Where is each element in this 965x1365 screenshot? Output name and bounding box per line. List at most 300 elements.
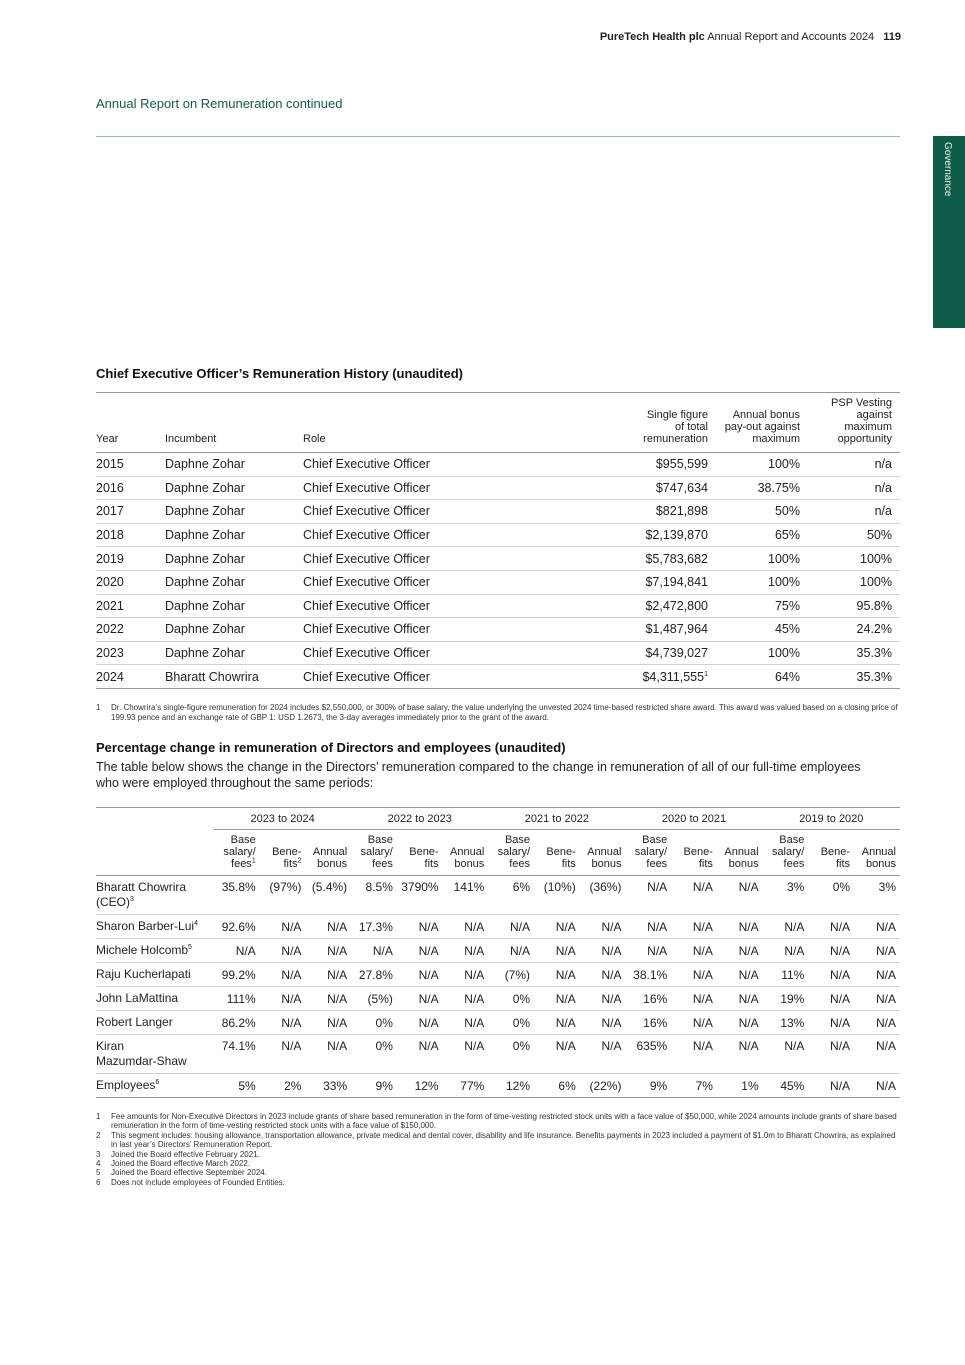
incumbent-cell-value: Daphne Zohar <box>165 528 245 543</box>
company-name: PureTech Health plc <box>599 31 705 43</box>
annual-bonus-cell <box>716 665 808 689</box>
pct-change-cell: (36%) <box>580 876 626 915</box>
pct-change-cell: 86.2% <box>214 1011 260 1035</box>
annual-bonus-cell-value: 100% <box>768 575 800 590</box>
annual-bonus-cell <box>716 523 808 547</box>
pct-change-cell: N/A <box>443 963 489 987</box>
pct-change-cell: N/A <box>260 1011 306 1035</box>
ceo-history-row <box>96 641 900 665</box>
pct-change-cell: 635% <box>625 1035 671 1074</box>
footnote-ref: 1 <box>251 857 256 865</box>
year-cell <box>96 453 165 477</box>
col-incumbent: Incumbent <box>165 433 217 445</box>
director-name-cell <box>96 876 214 915</box>
psp-vesting-cell <box>808 500 900 524</box>
pct-change-title: Percentage change in remuneration of Directors and employees (unaudited) <box>96 740 566 755</box>
footnote <box>96 1178 902 1187</box>
director-name: Michele Holcomb <box>96 943 189 957</box>
ceo-history-row <box>96 665 900 689</box>
pct-change-cell: N/A <box>625 939 671 963</box>
ceo-history-table <box>96 392 900 689</box>
page-number: 119 <box>883 31 901 43</box>
pct-change-cell: N/A <box>488 915 534 939</box>
pct-change-cell: N/A <box>214 939 260 963</box>
year-cell-value: 2021 <box>96 598 124 613</box>
single-figure-cell-value: $5,783,682 <box>645 551 708 566</box>
single-figure-cell-value: $747,634 <box>655 480 708 495</box>
col-role: Role <box>303 433 326 445</box>
psp-vesting-cell-value: 35.3% <box>856 669 892 684</box>
pct-change-cell: 0% <box>808 876 854 915</box>
ceo-history-row <box>96 476 900 500</box>
footnote-number: 2 <box>96 1130 101 1140</box>
metric-header-text: Bene- fits <box>820 846 851 870</box>
single-figure-cell-value: $1,487,964 <box>645 622 708 637</box>
pct-change-cell: N/A <box>397 987 443 1011</box>
pct-change-cell: N/A <box>808 987 854 1011</box>
director-row <box>96 1011 900 1035</box>
pct-change-cell: N/A <box>397 915 443 939</box>
pct-change-cell: 33% <box>305 1074 351 1098</box>
pct-change-cell: N/A <box>534 1035 580 1074</box>
incumbent-cell-value: Daphne Zohar <box>165 457 245 472</box>
annual-bonus-cell <box>716 453 808 477</box>
metric-header <box>488 830 534 876</box>
incumbent-cell <box>165 641 303 665</box>
metric-header <box>351 830 397 876</box>
pct-change-cell: 0% <box>488 1011 534 1035</box>
pct-change-cell: 38.1% <box>625 963 671 987</box>
director-name: Bharatt Chowrira (CEO) <box>96 880 187 909</box>
metric-header <box>260 830 306 876</box>
director-name: Sharon Barber-Lui <box>96 919 195 933</box>
psp-vesting-cell-value: 100% <box>860 575 892 590</box>
incumbent-cell <box>165 523 303 547</box>
incumbent-cell-value: Daphne Zohar <box>165 598 245 613</box>
year-cell-value: 2023 <box>96 646 124 661</box>
director-row <box>96 1035 900 1074</box>
pct-change-cell: N/A <box>534 987 580 1011</box>
incumbent-cell-value: Daphne Zohar <box>165 504 245 519</box>
pct-change-cell: N/A <box>305 963 351 987</box>
role-cell <box>303 453 603 477</box>
pct-change-cell: N/A <box>260 987 306 1011</box>
pct-change-cell: N/A <box>671 1035 717 1074</box>
single-figure-cell-value: $7,194,841 <box>645 575 708 590</box>
role-cell <box>303 641 603 665</box>
pct-change-cell: N/A <box>808 939 854 963</box>
pct-change-cell: N/A <box>671 915 717 939</box>
director-name-cell <box>96 1011 214 1035</box>
col-year: Year <box>96 433 119 445</box>
pct-change-cell: 77% <box>443 1074 489 1098</box>
incumbent-cell <box>165 476 303 500</box>
pct-change-cell: N/A <box>854 1035 900 1074</box>
pct-change-cell: N/A <box>808 1011 854 1035</box>
year-cell <box>96 500 165 524</box>
footnote-ref: 3 <box>130 896 134 903</box>
psp-vesting-cell-value: n/a <box>874 504 892 519</box>
pct-change-cell: N/A <box>671 876 717 915</box>
director-row <box>96 915 900 939</box>
annual-bonus-cell <box>716 618 808 642</box>
pct-change-cell: 11% <box>763 963 809 987</box>
blank-header <box>96 808 214 830</box>
pct-change-cell: N/A <box>671 987 717 1011</box>
pct-change-cell: 1% <box>717 1074 763 1098</box>
footnote-text: Dr. Chowrira’s single-figure remuneration for 2024 includes $2,550,000, or 300% of base salary, the value underlying the unvested 2024 time-based restricted share award. This award was valued based on a closing price of 199.93 pence and an exchange rate of GBP 1: USD 1.2673, the 3-day averages immediately prior to the grant of the award. <box>111 703 898 722</box>
annual-bonus-cell <box>716 476 808 500</box>
pct-change-cell: 3790% <box>397 876 443 915</box>
pct-change-cell: N/A <box>763 1035 809 1074</box>
annual-bonus-cell-value: 50% <box>774 504 800 519</box>
director-name-cell <box>96 915 214 939</box>
annual-bonus-cell-value: 75% <box>774 598 800 613</box>
year-cell <box>96 547 165 571</box>
ceo-history-header-row <box>96 393 900 453</box>
pct-change-cell: N/A <box>580 939 626 963</box>
footnote-text: Joined the Board effective September 2024. <box>111 1168 267 1178</box>
pct-change-cell: (97%) <box>260 876 306 915</box>
metric-header <box>671 830 717 876</box>
role-cell <box>303 500 603 524</box>
pct-change-cell: 141% <box>443 876 489 915</box>
director-row <box>96 876 900 915</box>
pct-change-cell: (7%) <box>488 963 534 987</box>
pct-change-cell: N/A <box>854 987 900 1011</box>
annual-bonus-cell-value: 64% <box>774 669 800 684</box>
pct-change-cell: 74.1% <box>214 1035 260 1074</box>
footnote-text: Does not include employees of Founded Entities. <box>111 1177 285 1187</box>
pct-change-cell: N/A <box>671 939 717 963</box>
pct-change-cell: N/A <box>854 915 900 939</box>
role-cell-value: Chief Executive Officer <box>303 551 430 566</box>
psp-vesting-cell-value: 95.8% <box>856 598 892 613</box>
year-cell-value: 2017 <box>96 504 124 519</box>
director-name-cell <box>96 963 214 987</box>
footnote <box>96 1168 902 1177</box>
metric-header <box>534 830 580 876</box>
role-cell-value: Chief Executive Officer <box>303 457 430 472</box>
annual-bonus-cell-value: 100% <box>768 457 800 472</box>
metric-header-text: Annual bonus <box>861 846 896 870</box>
pct-change-cell: 99.2% <box>214 963 260 987</box>
pct-change-cell: N/A <box>397 1035 443 1074</box>
pct-change-cell: 7% <box>671 1074 717 1098</box>
pct-change-cell: (22%) <box>580 1074 626 1098</box>
pct-change-cell: N/A <box>488 939 534 963</box>
pct-change-cell: N/A <box>534 963 580 987</box>
report-title: Annual Report and Accounts 2024 <box>707 31 875 43</box>
metric-header-text: Bene- fits <box>546 846 576 870</box>
metric-header <box>854 830 900 876</box>
pct-change-cell: 12% <box>488 1074 534 1098</box>
pct-change-cell: N/A <box>808 915 854 939</box>
single-figure-cell <box>603 665 716 689</box>
period-header: 2022 to 2023 <box>351 808 488 830</box>
pct-change-cell: N/A <box>717 987 763 1011</box>
pct-change-cell: N/A <box>534 939 580 963</box>
director-name: Employees <box>96 1078 156 1092</box>
pct-change-cell: N/A <box>671 1011 717 1035</box>
footnote-ref: 2 <box>297 857 302 865</box>
director-row <box>96 987 900 1011</box>
psp-vesting-cell <box>808 453 900 477</box>
pct-change-cell: 111% <box>214 987 260 1011</box>
role-cell-value: Chief Executive Officer <box>303 622 430 637</box>
footnote-number: 1 <box>96 1112 101 1121</box>
psp-vesting-cell <box>808 547 900 571</box>
metric-header-text: Annual bonus <box>724 846 759 870</box>
pct-change-cell: 3% <box>763 876 809 915</box>
psp-vesting-cell <box>808 641 900 665</box>
metric-header <box>397 830 443 876</box>
year-cell-value: 2016 <box>96 480 124 495</box>
pct-change-cell: N/A <box>580 1035 626 1074</box>
pct-change-cell: N/A <box>854 963 900 987</box>
ceo-history-row <box>96 500 900 524</box>
footnote-number: 3 <box>96 1149 101 1159</box>
footnote-ref: 4 <box>194 920 198 927</box>
footnote <box>96 1159 902 1168</box>
metric-header <box>717 830 763 876</box>
ceo-history-row <box>96 453 900 477</box>
metric-header <box>305 830 351 876</box>
annual-bonus-cell <box>716 594 808 618</box>
incumbent-cell <box>165 618 303 642</box>
ceo-history-row <box>96 547 900 571</box>
footnote-ref: 1 <box>704 670 708 678</box>
metric-header-text: Bene- fits <box>409 846 439 870</box>
pct-change-cell: N/A <box>534 915 580 939</box>
pct-change-cell: 19% <box>763 987 809 1011</box>
footnote-number: 1 <box>96 703 101 712</box>
footnote-number: 6 <box>96 1177 101 1187</box>
psp-vesting-cell-value: n/a <box>874 480 892 495</box>
annual-bonus-cell <box>716 570 808 594</box>
incumbent-cell-value: Daphne Zohar <box>165 575 245 590</box>
footnote-text: This segment includes: housing allowance, transportation allowance, private medical and dental cover, disability and life insurance. Benefits payments in 2023 included a payment of $1.0m to Bharatt Chowrira, as explained in last year’s Directors’ Remuneration Report. <box>111 1130 896 1150</box>
metric-header-text: Base salary/ fees <box>223 834 256 870</box>
pct-change-cell: N/A <box>717 1011 763 1035</box>
ceo-history-footnote <box>96 703 900 722</box>
role-cell <box>303 570 603 594</box>
period-header: 2020 to 2021 <box>625 808 762 830</box>
year-cell <box>96 594 165 618</box>
metric-header-text: Bene- fits <box>272 846 302 870</box>
metric-header <box>625 830 671 876</box>
role-cell-value: Chief Executive Officer <box>303 575 430 590</box>
pct-change-cell: N/A <box>854 1011 900 1035</box>
director-name: Raju Kucherlapati <box>96 967 191 981</box>
pct-change-cell: N/A <box>717 876 763 915</box>
footnote <box>96 1112 902 1131</box>
pct-change-cell: 9% <box>351 1074 397 1098</box>
pct-change-cell: N/A <box>717 939 763 963</box>
pct-change-cell: N/A <box>717 1035 763 1074</box>
pct-change-cell: N/A <box>580 987 626 1011</box>
pct-change-cell: N/A <box>854 1074 900 1098</box>
metric-header-text: Base salary/ fees <box>360 834 393 870</box>
incumbent-cell <box>165 547 303 571</box>
annual-bonus-cell <box>716 641 808 665</box>
annual-bonus-cell-value: 45% <box>774 622 800 637</box>
role-cell <box>303 618 603 642</box>
role-cell <box>303 665 603 689</box>
single-figure-cell-value: $821,898 <box>655 504 708 519</box>
psp-vesting-cell <box>808 523 900 547</box>
annual-bonus-cell-value: 100% <box>768 551 800 566</box>
pct-change-cell: N/A <box>351 939 397 963</box>
pct-change-table <box>96 807 900 1098</box>
single-figure-cell-value: $4,739,027 <box>645 646 708 661</box>
role-cell <box>303 523 603 547</box>
footnote <box>96 1150 902 1159</box>
pct-change-cell: 92.6% <box>214 915 260 939</box>
pct-change-cell: 0% <box>351 1035 397 1074</box>
role-cell-value: Chief Executive Officer <box>303 669 430 684</box>
director-name: Kiran Mazumdar-Shaw <box>96 1039 187 1068</box>
ceo-history-title: Chief Executive Officer’s Remuneration History (unaudited) <box>96 366 463 381</box>
director-name-cell <box>96 939 214 963</box>
pct-change-cell: 3% <box>854 876 900 915</box>
pct-change-cell: (5%) <box>351 987 397 1011</box>
year-cell-value: 2019 <box>96 551 124 566</box>
metric-header-text: Annual bonus <box>450 846 485 870</box>
annual-bonus-cell <box>716 500 808 524</box>
pct-change-cell: N/A <box>625 876 671 915</box>
psp-vesting-cell-value: 24.2% <box>856 622 892 637</box>
side-tab-label: Governance <box>942 142 953 197</box>
page-header <box>600 31 901 43</box>
single-figure-cell <box>603 547 716 571</box>
year-cell <box>96 618 165 642</box>
pct-change-cell: N/A <box>580 915 626 939</box>
role-cell-value: Chief Executive Officer <box>303 646 430 661</box>
incumbent-cell-value: Daphne Zohar <box>165 646 245 661</box>
pct-change-cell: 13% <box>763 1011 809 1035</box>
period-header: 2023 to 2024 <box>214 808 351 830</box>
ceo-history-row <box>96 618 900 642</box>
col-single-figure: Single figure of total remuneration <box>643 409 708 445</box>
pct-change-cell: N/A <box>443 1035 489 1074</box>
director-row <box>96 939 900 963</box>
pct-change-cell: N/A <box>305 1035 351 1074</box>
pct-change-cell: 0% <box>351 1011 397 1035</box>
metric-header <box>443 830 489 876</box>
pct-change-cell: N/A <box>260 1035 306 1074</box>
incumbent-cell-value: Bharatt Chowrira <box>165 669 259 684</box>
psp-vesting-cell <box>808 665 900 689</box>
year-cell <box>96 570 165 594</box>
single-figure-cell <box>603 618 716 642</box>
ceo-history-row <box>96 570 900 594</box>
psp-vesting-cell <box>808 570 900 594</box>
pct-change-cell: 0% <box>488 987 534 1011</box>
ceo-history-row <box>96 594 900 618</box>
psp-vesting-cell <box>808 618 900 642</box>
pct-change-cell: N/A <box>763 939 809 963</box>
metric-header-text: Bene- fits <box>683 846 713 870</box>
incumbent-cell-value: Daphne Zohar <box>165 480 245 495</box>
psp-vesting-cell-value: 100% <box>860 551 892 566</box>
ceo-history-row <box>96 523 900 547</box>
metric-header <box>580 830 626 876</box>
single-figure-cell-value: $2,472,800 <box>645 598 708 613</box>
single-figure-cell <box>603 570 716 594</box>
director-name-cell <box>96 987 214 1011</box>
pct-change-cell: N/A <box>854 939 900 963</box>
pct-change-cell: N/A <box>625 915 671 939</box>
director-row <box>96 1074 900 1098</box>
pct-change-cell: N/A <box>305 915 351 939</box>
metric-header-text: Annual bonus <box>587 846 622 870</box>
footnote-number: 4 <box>96 1159 101 1169</box>
year-cell-value: 2020 <box>96 575 124 590</box>
single-figure-cell <box>603 641 716 665</box>
psp-vesting-cell-value: n/a <box>874 457 892 472</box>
pct-change-cell: 6% <box>488 876 534 915</box>
single-figure-cell-value: $2,139,870 <box>645 528 708 543</box>
footnote <box>96 1131 902 1150</box>
pct-change-cell: 9% <box>625 1074 671 1098</box>
pct-change-cell: N/A <box>717 963 763 987</box>
pct-change-intro: The table below shows the change in the Directors’ remuneration compared to the change in remuneration of all of our full-time employees who were employed throughout the same periods: <box>96 760 861 790</box>
pct-change-cell: N/A <box>808 1035 854 1074</box>
pct-change-cell: 8.5% <box>351 876 397 915</box>
year-cell <box>96 665 165 689</box>
footnote-text: Fee amounts for Non-Executive Directors in 2023 include grants of share based remuneration in the form of time-vesting restricted stock units with a face value of $50,000, while 2024 amounts include grants of share based remuneration in the form of time-vesting restricted stock units with a face value of $150,000. <box>111 1112 897 1131</box>
single-figure-cell <box>603 453 716 477</box>
annual-bonus-cell-value: 100% <box>768 646 800 661</box>
year-cell-value: 2015 <box>96 457 124 472</box>
side-tab-governance[interactable] <box>933 136 965 328</box>
pct-change-cell: 6% <box>534 1074 580 1098</box>
pct-change-cell: 45% <box>763 1074 809 1098</box>
pct-change-cell: N/A <box>534 1011 580 1035</box>
pct-change-cell: N/A <box>305 987 351 1011</box>
period-header: 2021 to 2022 <box>488 808 625 830</box>
footnote-ref: 5 <box>188 944 192 951</box>
pct-change-cell: 17.3% <box>351 915 397 939</box>
role-cell-value: Chief Executive Officer <box>303 504 430 519</box>
metric-header <box>763 830 809 876</box>
pct-change-cell: 27.8% <box>351 963 397 987</box>
psp-vesting-cell-value: 35.3% <box>856 646 892 661</box>
director-row <box>96 963 900 987</box>
pct-change-cell: N/A <box>397 939 443 963</box>
pct-change-cell: (5.4%) <box>305 876 351 915</box>
director-name-cell <box>96 1074 214 1098</box>
pct-change-cell: (10%) <box>534 876 580 915</box>
director-name-cell <box>96 1035 214 1074</box>
footnote-text: Joined the Board effective March 2022. <box>111 1159 251 1169</box>
year-cell-value: 2024 <box>96 669 124 684</box>
pct-change-footnotes <box>96 1112 902 1187</box>
incumbent-cell <box>165 594 303 618</box>
metric-header <box>214 830 260 876</box>
annual-bonus-cell-value: 65% <box>774 528 800 543</box>
single-figure-cell <box>603 476 716 500</box>
annual-bonus-cell-value: 38.75% <box>757 480 800 495</box>
role-cell <box>303 547 603 571</box>
psp-vesting-cell <box>808 594 900 618</box>
single-figure-cell-value: $955,599 <box>655 457 708 472</box>
metric-header-text: Base salary/ fees <box>634 834 668 870</box>
pct-change-cell: N/A <box>443 939 489 963</box>
pct-change-cell: N/A <box>580 963 626 987</box>
pct-change-cell: 5% <box>214 1074 260 1098</box>
